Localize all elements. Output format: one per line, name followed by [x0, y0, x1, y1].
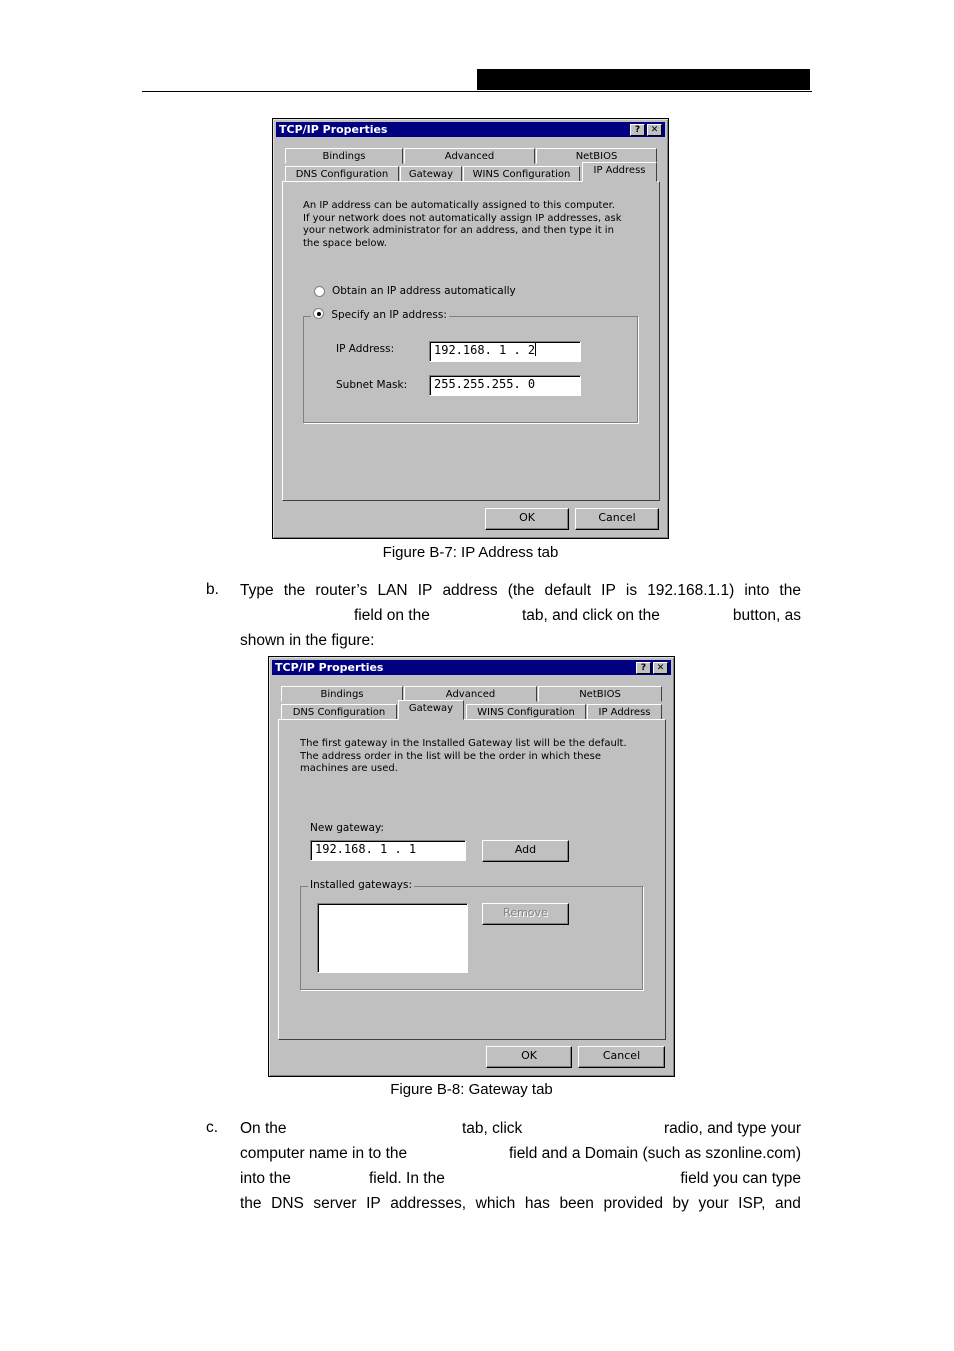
tab-ip-address[interactable]: IP Address	[582, 162, 657, 182]
tab-wins-configuration[interactable]: WINS Configuration	[466, 704, 586, 720]
specify-ip-group	[303, 316, 638, 423]
gateway-description: The first gateway in the Installed Gateway list will be the default. The address order in the list will be the order in which these machines are used.	[300, 738, 627, 774]
installed-gateways-label: Installed gateways:	[310, 879, 412, 891]
ok-button[interactable]: OK	[486, 1046, 572, 1068]
figure-b8-caption: Figure B-8: Gateway tab	[390, 1081, 553, 1098]
step-c-line-3: into the field. In the field you can type	[240, 1170, 801, 1187]
step-c-marker: c.	[206, 1119, 219, 1136]
step-c-paragraph	[240, 1116, 801, 1216]
ip-description: An IP address can be automatically assigned to this computer. If your network does not automatically assign IP addresses, ask your network administrator for an address, and then type it in the space below.	[303, 200, 622, 249]
close-icon[interactable]: ✕	[653, 662, 668, 674]
step-b-marker: b.	[206, 581, 219, 598]
figure-b7-caption: Figure B-7: IP Address tab	[382, 544, 559, 561]
specify-ip-group-header	[311, 308, 449, 321]
step-b-paragraph	[240, 578, 801, 653]
dialog-title-bar	[272, 660, 671, 675]
step-c-line-4: the DNS server IP addresses, which has been provided by your ISP, and	[240, 1195, 801, 1212]
cancel-button[interactable]: Cancel	[575, 508, 659, 530]
step-c-line-2: computer name in to the field and a Domain (such as szonline.com)	[240, 1145, 801, 1162]
ip-address-field[interactable]	[429, 341, 581, 362]
cancel-button[interactable]: Cancel	[578, 1046, 665, 1068]
dialog-title: TCP/IP Properties	[279, 123, 388, 136]
ip-address-value: 192.168. 1 . 2	[434, 343, 536, 357]
tab-netbios[interactable]: NetBIOS	[538, 686, 662, 702]
tab-ip-address[interactable]: IP Address	[587, 704, 662, 720]
tab-gateway[interactable]: Gateway	[400, 166, 462, 182]
tab-dns-configuration[interactable]: DNS Configuration	[281, 704, 397, 720]
step-c-line-1: On the tab, click radio, and type your	[240, 1120, 801, 1137]
ok-button[interactable]: OK	[485, 508, 569, 530]
tab-dns-configuration[interactable]: DNS Configuration	[285, 166, 399, 182]
subnet-mask-field[interactable]: 255.255.255. 0	[429, 375, 581, 396]
tcpip-dialog-ip-address	[272, 118, 669, 539]
specify-ip-label: Specify an IP address:	[331, 309, 447, 321]
subnet-mask-label: Subnet Mask:	[336, 379, 408, 391]
help-icon[interactable]: ?	[630, 124, 645, 136]
dialog-title-bar	[276, 122, 665, 137]
text-cursor	[535, 342, 536, 356]
tab-netbios[interactable]: NetBIOS	[536, 148, 657, 164]
step-b-line-2: field on the tab, and click on the button, as	[354, 607, 801, 624]
new-gateway-field[interactable]: 192.168. 1 . 1	[310, 840, 466, 861]
tab-gateway[interactable]: Gateway	[398, 700, 464, 720]
tab-wins-configuration[interactable]: WINS Configuration	[463, 166, 580, 182]
remove-button[interactable]: Remove	[482, 903, 569, 925]
tab-advanced[interactable]: Advanced	[404, 148, 535, 164]
tab-bindings[interactable]: Bindings	[281, 686, 403, 702]
new-gateway-label: New gateway:	[310, 822, 384, 834]
step-b-line-3: shown in the figure:	[240, 632, 375, 649]
header-bar	[477, 69, 810, 90]
ip-address-label: IP Address:	[336, 343, 395, 355]
step-b-line-1: Type the router’s LAN IP address (the default IP is 192.168.1.1) into the	[240, 582, 801, 599]
tab-bindings[interactable]: Bindings	[285, 148, 403, 164]
tcpip-dialog-gateway	[268, 656, 675, 1077]
specify-ip-radio[interactable]	[313, 308, 324, 319]
add-button[interactable]: Add	[482, 840, 569, 862]
obtain-ip-radio[interactable]	[314, 286, 325, 297]
help-icon[interactable]: ?	[636, 662, 651, 674]
header-rule	[142, 91, 812, 92]
installed-gateways-list[interactable]	[317, 903, 468, 973]
close-icon[interactable]: ✕	[647, 124, 662, 136]
dialog-title: TCP/IP Properties	[275, 661, 384, 674]
obtain-ip-label: Obtain an IP address automatically	[332, 285, 516, 297]
tab-advanced[interactable]: Advanced	[404, 686, 537, 702]
